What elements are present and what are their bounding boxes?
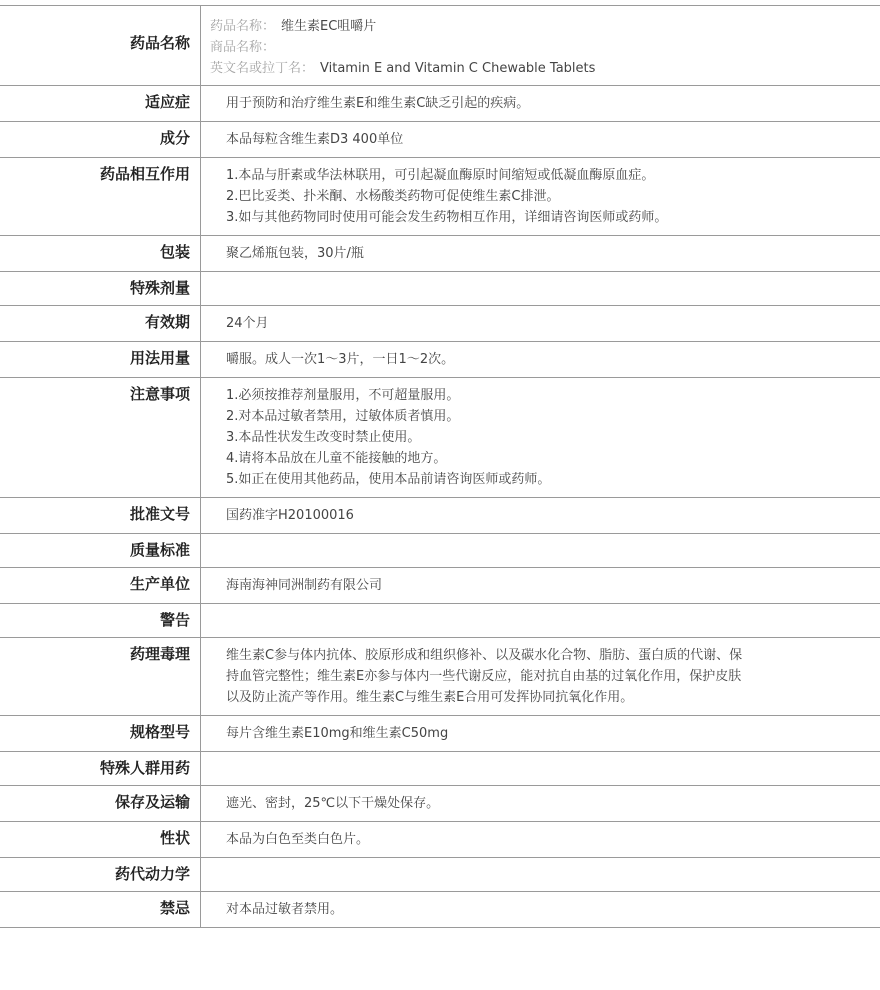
english-name-label: 英文名或拉丁名：: [210, 61, 315, 76]
text-line: 持血管完整性；维生素E亦参与体内一些代谢反应，能对抗自由基的过氧化作用，保护皮肤: [226, 669, 742, 684]
row-value: [201, 858, 880, 892]
text-line: 1.必须按推荐剂量服用，不可超量服用。: [226, 388, 460, 403]
row-label: 保存及运输: [0, 786, 201, 822]
row-package: [0, 236, 880, 272]
row-value: [201, 158, 880, 236]
text-line: 3.本品性状发生改变时禁止使用。: [226, 430, 421, 445]
row-pharmacokinetics: [0, 858, 880, 892]
row-value: 聚乙烯瓶包装，30片/瓶: [226, 246, 364, 261]
row-value: 遮光、密封，25℃以下干燥处保存。: [226, 796, 440, 811]
row-label: 特殊剂量: [0, 272, 201, 306]
row-label: 特殊人群用药: [0, 752, 201, 786]
generic-name-value: 维生素EC咀嚼片: [281, 19, 377, 34]
row-warning: [0, 604, 880, 638]
row-manufacturer: [0, 568, 880, 604]
row-specification: [0, 716, 880, 752]
row-value: 国药准字H20100016: [226, 508, 354, 523]
row-label: 禁忌: [0, 892, 201, 928]
row-label: 规格型号: [0, 716, 201, 752]
row-special-population: [0, 752, 880, 786]
generic-name-label: 药品名称：: [210, 19, 276, 34]
row-value: [201, 272, 880, 306]
generic-name-line: [210, 16, 880, 37]
row-label: 用法用量: [0, 342, 201, 378]
text-line: 1.本品与肝素或华法林联用，可引起凝血酶原时间缩短或低凝血酶原血症。: [226, 168, 655, 183]
row-value: [201, 378, 880, 498]
row-value: 每片含维生素E10mg和维生素C50mg: [226, 726, 449, 741]
row-value: [201, 638, 880, 716]
row-value: 嚼服。成人一次1～3片，一日1～2次。: [226, 352, 455, 367]
row-composition: [0, 122, 880, 158]
row-label: 性状: [0, 822, 201, 858]
row-precautions: [0, 378, 880, 498]
row-indication: [0, 86, 880, 122]
drug-name-values: [201, 6, 880, 86]
row-label: 警告: [0, 604, 201, 638]
row-value: 24个月: [226, 316, 269, 331]
row-value: 海南海神同洲制药有限公司: [226, 578, 383, 593]
text-line: 维生素C参与体内抗体、胶原形成和组织修补、以及碳水化合物、脂肪、蛋白质的代谢、保: [226, 648, 743, 663]
trade-name-line: [210, 37, 880, 58]
text-line: 5.如正在使用其他药品，使用本品前请咨询医师或药师。: [226, 472, 551, 487]
row-label: 药品名称: [0, 6, 201, 86]
row-value: 本品每粒含维生素D3 400单位: [226, 132, 404, 147]
row-label: 药品相互作用: [0, 158, 201, 236]
row-label: 适应症: [0, 86, 201, 122]
row-label: 有效期: [0, 306, 201, 342]
row-label: 包装: [0, 236, 201, 272]
row-value: [201, 534, 880, 568]
row-interaction: [0, 158, 880, 236]
row-appearance: [0, 822, 880, 858]
row-value: [201, 752, 880, 786]
row-label: 注意事项: [0, 378, 201, 498]
row-special-dose: [0, 272, 880, 306]
row-label: 质量标准: [0, 534, 201, 568]
drug-info-table: [0, 5, 880, 928]
row-value: 本品为白色至类白色片。: [226, 832, 370, 847]
row-pharmacology: [0, 638, 880, 716]
row-value: [201, 604, 880, 638]
row-label: 药代动力学: [0, 858, 201, 892]
english-name-line: [210, 58, 880, 79]
row-label: 生产单位: [0, 568, 201, 604]
row-label: 药理毒理: [0, 638, 201, 716]
row-label: 批准文号: [0, 498, 201, 534]
row-drug-name: [0, 6, 880, 86]
text-line: 2.对本品过敏者禁用，过敏体质者慎用。: [226, 409, 460, 424]
text-line: 3.如与其他药物同时使用可能会发生药物相互作用，详细请咨询医师或药师。: [226, 210, 668, 225]
english-name-value: Vitamin E and Vitamin C Chewable Tablets: [320, 61, 596, 76]
trade-name-label: 商品名称：: [210, 40, 276, 55]
text-line: 4.请将本品放在儿童不能接触的地方。: [226, 451, 447, 466]
row-shelf-life: [0, 306, 880, 342]
row-quality: [0, 534, 880, 568]
row-label: 成分: [0, 122, 201, 158]
row-usage: [0, 342, 880, 378]
row-value: 对本品过敏者禁用。: [226, 902, 344, 917]
row-storage: [0, 786, 880, 822]
text-line: 2.巴比妥类、扑米酮、水杨酸类药物可促使维生素C排泄。: [226, 189, 560, 204]
row-contraindication: [0, 892, 880, 928]
row-value: 用于预防和治疗维生素E和维生素C缺乏引起的疾病。: [226, 96, 530, 111]
text-line: 以及防止流产等作用。维生素C与维生素E合用可发挥协同抗氧化作用。: [226, 690, 634, 705]
row-approval: [0, 498, 880, 534]
